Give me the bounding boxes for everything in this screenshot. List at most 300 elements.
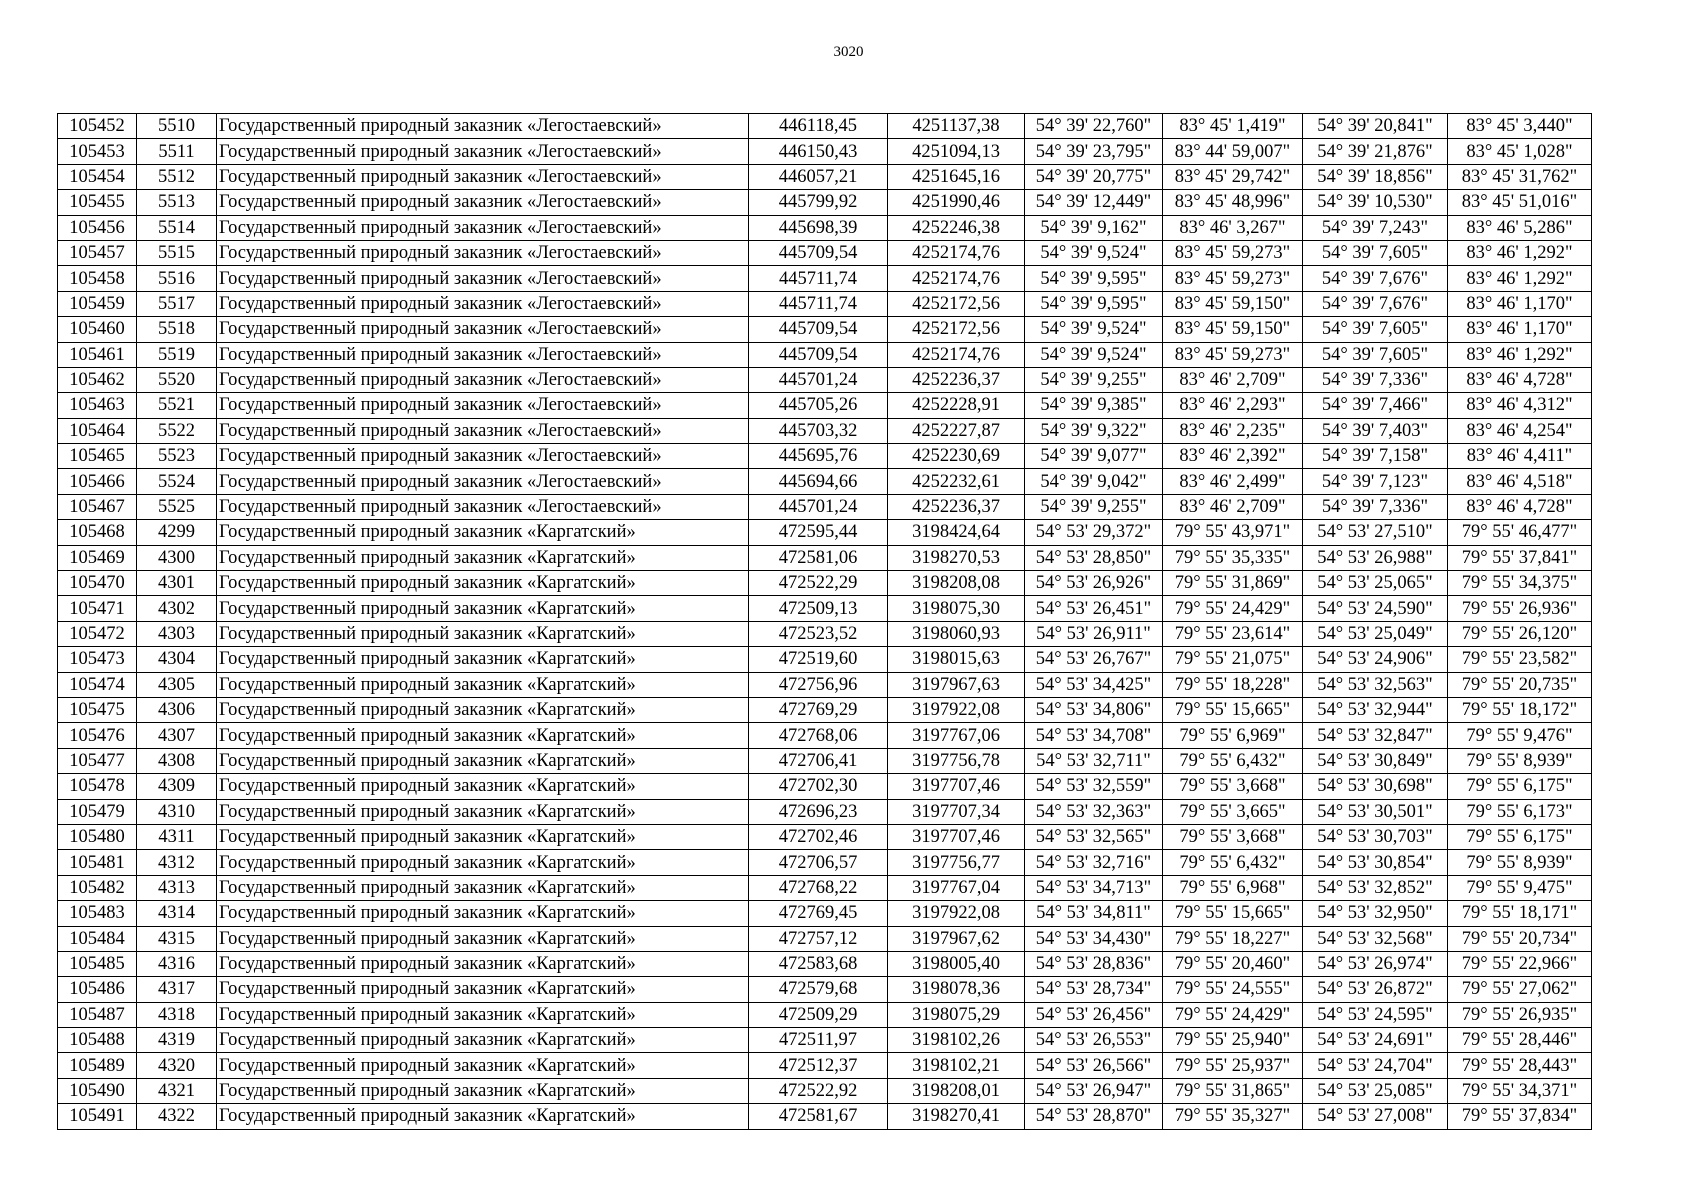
- x-coordinate-cell: 445701,24: [749, 367, 888, 392]
- longitude-2-cell: 79° 55' 20,734": [1448, 926, 1592, 951]
- reserve-name-cell: Государственный природный заказник «Каргатский»: [217, 621, 749, 646]
- reserve-name-cell: Государственный природный заказник «Каргатский»: [217, 596, 749, 621]
- longitude-1-cell: 83° 45' 1,419": [1163, 114, 1303, 139]
- point-number-cell: 5514: [137, 215, 217, 240]
- reserve-name-cell: Государственный природный заказник «Каргатский»: [217, 850, 749, 875]
- record-id-cell: 105478: [58, 774, 137, 799]
- latitude-2-cell: 54° 53' 25,085": [1303, 1078, 1448, 1103]
- latitude-1-cell: 54° 53' 32,711": [1025, 748, 1163, 773]
- point-number-cell: 5524: [137, 469, 217, 494]
- longitude-2-cell: 79° 55' 6,173": [1448, 799, 1592, 824]
- point-number-cell: 4306: [137, 697, 217, 722]
- record-id-cell: 105482: [58, 875, 137, 900]
- table-row: [58, 1053, 1592, 1078]
- record-id-cell: 105473: [58, 647, 137, 672]
- latitude-1-cell: 54° 39' 9,524": [1025, 240, 1163, 265]
- x-coordinate-cell: 445698,39: [749, 215, 888, 240]
- longitude-1-cell: 79° 55' 23,614": [1163, 621, 1303, 646]
- record-id-cell: 105469: [58, 545, 137, 570]
- longitude-2-cell: 79° 55' 26,936": [1448, 596, 1592, 621]
- latitude-2-cell: 54° 53' 24,691": [1303, 1028, 1448, 1053]
- latitude-2-cell: 54° 39' 7,336": [1303, 367, 1448, 392]
- x-coordinate-cell: 472706,57: [749, 850, 888, 875]
- x-coordinate-cell: 472511,97: [749, 1028, 888, 1053]
- record-id-cell: 105486: [58, 977, 137, 1002]
- latitude-2-cell: 54° 53' 26,872": [1303, 977, 1448, 1002]
- table-row: [58, 748, 1592, 773]
- latitude-1-cell: 54° 39' 9,042": [1025, 469, 1163, 494]
- y-coordinate-cell: 4252174,76: [888, 342, 1025, 367]
- latitude-2-cell: 54° 53' 32,847": [1303, 723, 1448, 748]
- table-row: [58, 850, 1592, 875]
- longitude-2-cell: 83° 46' 1,292": [1448, 266, 1592, 291]
- longitude-1-cell: 79° 55' 35,327": [1163, 1104, 1303, 1129]
- longitude-2-cell: 83° 46' 5,286": [1448, 215, 1592, 240]
- x-coordinate-cell: 445709,54: [749, 342, 888, 367]
- x-coordinate-cell: 445709,54: [749, 317, 888, 342]
- latitude-1-cell: 54° 39' 9,524": [1025, 342, 1163, 367]
- latitude-2-cell: 54° 53' 27,510": [1303, 520, 1448, 545]
- latitude-2-cell: 54° 39' 7,403": [1303, 418, 1448, 443]
- latitude-1-cell: 54° 39' 22,760": [1025, 114, 1163, 139]
- reserve-name-cell: Государственный природный заказник «Легостаевский»: [217, 266, 749, 291]
- record-id-cell: 105462: [58, 367, 137, 392]
- latitude-1-cell: 54° 53' 32,716": [1025, 850, 1163, 875]
- reserve-name-cell: Государственный природный заказник «Легостаевский»: [217, 240, 749, 265]
- point-number-cell: 4308: [137, 748, 217, 773]
- table-row: [58, 291, 1592, 316]
- longitude-2-cell: 79° 55' 26,935": [1448, 1002, 1592, 1027]
- latitude-1-cell: 54° 53' 26,451": [1025, 596, 1163, 621]
- record-id-cell: 105480: [58, 824, 137, 849]
- longitude-1-cell: 79° 55' 43,971": [1163, 520, 1303, 545]
- point-number-cell: 4319: [137, 1028, 217, 1053]
- record-id-cell: 105472: [58, 621, 137, 646]
- longitude-1-cell: 79° 55' 18,228": [1163, 672, 1303, 697]
- x-coordinate-cell: 472768,06: [749, 723, 888, 748]
- record-id-cell: 105465: [58, 444, 137, 469]
- point-number-cell: 5511: [137, 139, 217, 164]
- y-coordinate-cell: 3197767,06: [888, 723, 1025, 748]
- latitude-2-cell: 54° 53' 24,590": [1303, 596, 1448, 621]
- point-number-cell: 4304: [137, 647, 217, 672]
- longitude-2-cell: 79° 55' 28,443": [1448, 1053, 1592, 1078]
- latitude-1-cell: 54° 53' 28,850": [1025, 545, 1163, 570]
- point-number-cell: 5518: [137, 317, 217, 342]
- y-coordinate-cell: 3198015,63: [888, 647, 1025, 672]
- y-coordinate-cell: 3197707,46: [888, 824, 1025, 849]
- record-id-cell: 105479: [58, 799, 137, 824]
- longitude-2-cell: 79° 55' 34,375": [1448, 571, 1592, 596]
- longitude-2-cell: 79° 55' 27,062": [1448, 977, 1592, 1002]
- y-coordinate-cell: 3198208,01: [888, 1078, 1025, 1103]
- x-coordinate-cell: 472519,60: [749, 647, 888, 672]
- x-coordinate-cell: 472509,13: [749, 596, 888, 621]
- reserve-name-cell: Государственный природный заказник «Легостаевский»: [217, 393, 749, 418]
- table-row: [58, 977, 1592, 1002]
- table-row: [58, 444, 1592, 469]
- latitude-2-cell: 54° 53' 32,944": [1303, 697, 1448, 722]
- longitude-1-cell: 83° 45' 59,150": [1163, 317, 1303, 342]
- point-number-cell: 4314: [137, 901, 217, 926]
- latitude-1-cell: 54° 53' 26,553": [1025, 1028, 1163, 1053]
- latitude-2-cell: 54° 39' 7,336": [1303, 494, 1448, 519]
- latitude-2-cell: 54° 39' 7,123": [1303, 469, 1448, 494]
- longitude-2-cell: 83° 46' 4,312": [1448, 393, 1592, 418]
- latitude-2-cell: 54° 39' 7,158": [1303, 444, 1448, 469]
- latitude-2-cell: 54° 53' 32,852": [1303, 875, 1448, 900]
- table-row: [58, 520, 1592, 545]
- longitude-1-cell: 83° 45' 48,996": [1163, 190, 1303, 215]
- reserve-name-cell: Государственный природный заказник «Каргатский»: [217, 1028, 749, 1053]
- longitude-2-cell: 79° 55' 26,120": [1448, 621, 1592, 646]
- record-id-cell: 105481: [58, 850, 137, 875]
- record-id-cell: 105468: [58, 520, 137, 545]
- latitude-1-cell: 54° 39' 9,385": [1025, 393, 1163, 418]
- x-coordinate-cell: 445695,76: [749, 444, 888, 469]
- latitude-2-cell: 54° 53' 30,698": [1303, 774, 1448, 799]
- page-number: 3020: [833, 44, 864, 60]
- record-id-cell: 105464: [58, 418, 137, 443]
- longitude-2-cell: 83° 46' 1,170": [1448, 291, 1592, 316]
- record-id-cell: 105461: [58, 342, 137, 367]
- y-coordinate-cell: 3198060,93: [888, 621, 1025, 646]
- y-coordinate-cell: 4252172,56: [888, 317, 1025, 342]
- point-number-cell: 5516: [137, 266, 217, 291]
- x-coordinate-cell: 445711,74: [749, 266, 888, 291]
- reserve-name-cell: Государственный природный заказник «Легостаевский»: [217, 444, 749, 469]
- table-row: [58, 545, 1592, 570]
- record-id-cell: 105457: [58, 240, 137, 265]
- point-number-cell: 4302: [137, 596, 217, 621]
- table-row: [58, 139, 1592, 164]
- latitude-2-cell: 54° 53' 27,008": [1303, 1104, 1448, 1129]
- x-coordinate-cell: 472702,46: [749, 824, 888, 849]
- latitude-2-cell: 54° 53' 24,704": [1303, 1053, 1448, 1078]
- latitude-1-cell: 54° 53' 34,811": [1025, 901, 1163, 926]
- longitude-1-cell: 79° 55' 25,937": [1163, 1053, 1303, 1078]
- y-coordinate-cell: 4252172,56: [888, 291, 1025, 316]
- table-row: [58, 672, 1592, 697]
- longitude-2-cell: 79° 55' 6,175": [1448, 774, 1592, 799]
- y-coordinate-cell: 3197707,46: [888, 774, 1025, 799]
- latitude-2-cell: 54° 53' 24,906": [1303, 647, 1448, 672]
- x-coordinate-cell: 472509,29: [749, 1002, 888, 1027]
- longitude-2-cell: 79° 55' 46,477": [1448, 520, 1592, 545]
- point-number-cell: 5523: [137, 444, 217, 469]
- latitude-1-cell: 54° 39' 9,322": [1025, 418, 1163, 443]
- longitude-1-cell: 79° 55' 35,335": [1163, 545, 1303, 570]
- longitude-2-cell: 79° 55' 18,172": [1448, 697, 1592, 722]
- point-number-cell: 4315: [137, 926, 217, 951]
- table-row: [58, 215, 1592, 240]
- latitude-2-cell: 54° 39' 7,676": [1303, 291, 1448, 316]
- longitude-2-cell: 79° 55' 20,735": [1448, 672, 1592, 697]
- y-coordinate-cell: 3197922,08: [888, 697, 1025, 722]
- latitude-1-cell: 54° 53' 28,734": [1025, 977, 1163, 1002]
- longitude-2-cell: 83° 46' 4,254": [1448, 418, 1592, 443]
- latitude-1-cell: 54° 53' 32,559": [1025, 774, 1163, 799]
- table-row: [58, 774, 1592, 799]
- table-row: [58, 926, 1592, 951]
- reserve-name-cell: Государственный природный заказник «Каргатский»: [217, 723, 749, 748]
- x-coordinate-cell: 472595,44: [749, 520, 888, 545]
- reserve-name-cell: Государственный природный заказник «Каргатский»: [217, 1053, 749, 1078]
- longitude-1-cell: 83° 45' 59,150": [1163, 291, 1303, 316]
- reserve-name-cell: Государственный природный заказник «Каргатский»: [217, 824, 749, 849]
- record-id-cell: 105477: [58, 748, 137, 773]
- latitude-2-cell: 54° 39' 20,841": [1303, 114, 1448, 139]
- longitude-2-cell: 79° 55' 22,966": [1448, 951, 1592, 976]
- x-coordinate-cell: 445694,66: [749, 469, 888, 494]
- point-number-cell: 5520: [137, 367, 217, 392]
- y-coordinate-cell: 3197967,62: [888, 926, 1025, 951]
- record-id-cell: 105476: [58, 723, 137, 748]
- record-id-cell: 105456: [58, 215, 137, 240]
- table-row: [58, 1104, 1592, 1129]
- y-coordinate-cell: 3198424,64: [888, 520, 1025, 545]
- longitude-2-cell: 83° 46' 4,728": [1448, 367, 1592, 392]
- point-number-cell: 4310: [137, 799, 217, 824]
- point-number-cell: 4317: [137, 977, 217, 1002]
- y-coordinate-cell: 3198208,08: [888, 571, 1025, 596]
- point-number-cell: 4305: [137, 672, 217, 697]
- point-number-cell: 4303: [137, 621, 217, 646]
- latitude-1-cell: 54° 53' 26,767": [1025, 647, 1163, 672]
- latitude-1-cell: 54° 39' 9,255": [1025, 494, 1163, 519]
- longitude-2-cell: 83° 45' 1,028": [1448, 139, 1592, 164]
- latitude-2-cell: 54° 53' 32,563": [1303, 672, 1448, 697]
- latitude-2-cell: 54° 39' 7,243": [1303, 215, 1448, 240]
- y-coordinate-cell: 3197967,63: [888, 672, 1025, 697]
- y-coordinate-cell: 3198102,21: [888, 1053, 1025, 1078]
- longitude-2-cell: 79° 55' 18,171": [1448, 901, 1592, 926]
- y-coordinate-cell: 4252236,37: [888, 367, 1025, 392]
- x-coordinate-cell: 446057,21: [749, 164, 888, 189]
- record-id-cell: 105454: [58, 164, 137, 189]
- record-id-cell: 105489: [58, 1053, 137, 1078]
- y-coordinate-cell: 3197756,78: [888, 748, 1025, 773]
- latitude-1-cell: 54° 53' 34,425": [1025, 672, 1163, 697]
- longitude-2-cell: 83° 46' 4,518": [1448, 469, 1592, 494]
- reserve-name-cell: Государственный природный заказник «Легостаевский»: [217, 494, 749, 519]
- y-coordinate-cell: 4251990,46: [888, 190, 1025, 215]
- record-id-cell: 105490: [58, 1078, 137, 1103]
- table-row: [58, 647, 1592, 672]
- y-coordinate-cell: 3198005,40: [888, 951, 1025, 976]
- reserve-name-cell: Государственный природный заказник «Легостаевский»: [217, 114, 749, 139]
- longitude-2-cell: 83° 46' 1,292": [1448, 240, 1592, 265]
- reserve-name-cell: Государственный природный заказник «Каргатский»: [217, 672, 749, 697]
- reserve-name-cell: Государственный природный заказник «Каргатский»: [217, 748, 749, 773]
- reserve-name-cell: Государственный природный заказник «Легостаевский»: [217, 291, 749, 316]
- x-coordinate-cell: 472696,23: [749, 799, 888, 824]
- record-id-cell: 105484: [58, 926, 137, 951]
- latitude-1-cell: 54° 39' 9,077": [1025, 444, 1163, 469]
- point-number-cell: 4307: [137, 723, 217, 748]
- longitude-1-cell: 83° 46' 2,709": [1163, 367, 1303, 392]
- longitude-1-cell: 79° 55' 31,869": [1163, 571, 1303, 596]
- x-coordinate-cell: 445705,26: [749, 393, 888, 418]
- latitude-2-cell: 54° 39' 7,466": [1303, 393, 1448, 418]
- longitude-1-cell: 83° 46' 2,293": [1163, 393, 1303, 418]
- longitude-2-cell: 79° 55' 8,939": [1448, 748, 1592, 773]
- point-number-cell: 4320: [137, 1053, 217, 1078]
- y-coordinate-cell: 4251137,38: [888, 114, 1025, 139]
- latitude-2-cell: 54° 53' 30,501": [1303, 799, 1448, 824]
- reserve-name-cell: Государственный природный заказник «Каргатский»: [217, 799, 749, 824]
- table-row: [58, 596, 1592, 621]
- coordinates-table: [57, 113, 1592, 1130]
- reserve-name-cell: Государственный природный заказник «Легостаевский»: [217, 190, 749, 215]
- table-row: [58, 1002, 1592, 1027]
- latitude-2-cell: 54° 39' 7,605": [1303, 240, 1448, 265]
- longitude-1-cell: 79° 55' 3,668": [1163, 774, 1303, 799]
- table-row: [58, 240, 1592, 265]
- longitude-2-cell: 83° 46' 4,728": [1448, 494, 1592, 519]
- record-id-cell: 105474: [58, 672, 137, 697]
- y-coordinate-cell: 3198075,30: [888, 596, 1025, 621]
- latitude-1-cell: 54° 39' 9,595": [1025, 266, 1163, 291]
- table-row: [58, 317, 1592, 342]
- latitude-1-cell: 54° 39' 23,795": [1025, 139, 1163, 164]
- latitude-1-cell: 54° 53' 28,870": [1025, 1104, 1163, 1129]
- longitude-2-cell: 79° 55' 23,582": [1448, 647, 1592, 672]
- reserve-name-cell: Государственный природный заказник «Каргатский»: [217, 977, 749, 1002]
- latitude-1-cell: 54° 53' 34,430": [1025, 926, 1163, 951]
- table-body: [58, 114, 1592, 1130]
- record-id-cell: 105470: [58, 571, 137, 596]
- latitude-2-cell: 54° 39' 21,876": [1303, 139, 1448, 164]
- longitude-1-cell: 79° 55' 3,665": [1163, 799, 1303, 824]
- reserve-name-cell: Государственный природный заказник «Легостаевский»: [217, 139, 749, 164]
- latitude-1-cell: 54° 53' 26,947": [1025, 1078, 1163, 1103]
- point-number-cell: 4313: [137, 875, 217, 900]
- point-number-cell: 5519: [137, 342, 217, 367]
- longitude-2-cell: 83° 45' 51,016": [1448, 190, 1592, 215]
- latitude-1-cell: 54° 39' 12,449": [1025, 190, 1163, 215]
- record-id-cell: 105455: [58, 190, 137, 215]
- reserve-name-cell: Государственный природный заказник «Легостаевский»: [217, 418, 749, 443]
- y-coordinate-cell: 4252232,61: [888, 469, 1025, 494]
- y-coordinate-cell: 4252228,91: [888, 393, 1025, 418]
- reserve-name-cell: Государственный природный заказник «Легостаевский»: [217, 342, 749, 367]
- longitude-2-cell: 83° 46' 4,411": [1448, 444, 1592, 469]
- reserve-name-cell: Государственный природный заказник «Каргатский»: [217, 697, 749, 722]
- reserve-name-cell: Государственный природный заказник «Каргатский»: [217, 1104, 749, 1129]
- longitude-1-cell: 83° 46' 3,267": [1163, 215, 1303, 240]
- x-coordinate-cell: 472757,12: [749, 926, 888, 951]
- longitude-2-cell: 79° 55' 37,834": [1448, 1104, 1592, 1129]
- longitude-1-cell: 79° 55' 6,969": [1163, 723, 1303, 748]
- reserve-name-cell: Государственный природный заказник «Каргатский»: [217, 571, 749, 596]
- reserve-name-cell: Государственный природный заказник «Легостаевский»: [217, 367, 749, 392]
- latitude-1-cell: 54° 39' 20,775": [1025, 164, 1163, 189]
- reserve-name-cell: Государственный природный заказник «Каргатский»: [217, 545, 749, 570]
- x-coordinate-cell: 472756,96: [749, 672, 888, 697]
- y-coordinate-cell: 4252236,37: [888, 494, 1025, 519]
- latitude-1-cell: 54° 53' 32,565": [1025, 824, 1163, 849]
- y-coordinate-cell: 3198102,26: [888, 1028, 1025, 1053]
- latitude-2-cell: 54° 53' 25,049": [1303, 621, 1448, 646]
- x-coordinate-cell: 445703,32: [749, 418, 888, 443]
- latitude-2-cell: 54° 39' 7,605": [1303, 342, 1448, 367]
- latitude-1-cell: 54° 39' 9,524": [1025, 317, 1163, 342]
- longitude-2-cell: 79° 55' 6,175": [1448, 824, 1592, 849]
- record-id-cell: 105488: [58, 1028, 137, 1053]
- table-row: [58, 824, 1592, 849]
- point-number-cell: 4300: [137, 545, 217, 570]
- point-number-cell: 5513: [137, 190, 217, 215]
- table-row: [58, 342, 1592, 367]
- latitude-2-cell: 54° 39' 18,856": [1303, 164, 1448, 189]
- latitude-1-cell: 54° 39' 9,162": [1025, 215, 1163, 240]
- record-id-cell: 105485: [58, 951, 137, 976]
- latitude-2-cell: 54° 53' 32,950": [1303, 901, 1448, 926]
- point-number-cell: 4309: [137, 774, 217, 799]
- y-coordinate-cell: 4252174,76: [888, 240, 1025, 265]
- longitude-1-cell: 83° 45' 59,273": [1163, 240, 1303, 265]
- x-coordinate-cell: 472583,68: [749, 951, 888, 976]
- x-coordinate-cell: 445711,74: [749, 291, 888, 316]
- point-number-cell: 5512: [137, 164, 217, 189]
- x-coordinate-cell: 472768,22: [749, 875, 888, 900]
- latitude-2-cell: 54° 39' 10,530": [1303, 190, 1448, 215]
- y-coordinate-cell: 3198078,36: [888, 977, 1025, 1002]
- x-coordinate-cell: 472522,92: [749, 1078, 888, 1103]
- reserve-name-cell: Государственный природный заказник «Каргатский»: [217, 647, 749, 672]
- longitude-1-cell: 79° 55' 6,432": [1163, 748, 1303, 773]
- point-number-cell: 4322: [137, 1104, 217, 1129]
- latitude-1-cell: 54° 53' 29,372": [1025, 520, 1163, 545]
- reserve-name-cell: Государственный природный заказник «Каргатский»: [217, 875, 749, 900]
- reserve-name-cell: Государственный природный заказник «Легостаевский»: [217, 317, 749, 342]
- longitude-1-cell: 79° 55' 3,668": [1163, 824, 1303, 849]
- y-coordinate-cell: 4252230,69: [888, 444, 1025, 469]
- latitude-1-cell: 54° 53' 26,456": [1025, 1002, 1163, 1027]
- longitude-1-cell: 83° 45' 29,742": [1163, 164, 1303, 189]
- reserve-name-cell: Государственный природный заказник «Каргатский»: [217, 774, 749, 799]
- x-coordinate-cell: 472769,45: [749, 901, 888, 926]
- y-coordinate-cell: 3198270,41: [888, 1104, 1025, 1129]
- reserve-name-cell: Государственный природный заказник «Каргатский»: [217, 520, 749, 545]
- x-coordinate-cell: 472512,37: [749, 1053, 888, 1078]
- record-id-cell: 105458: [58, 266, 137, 291]
- latitude-1-cell: 54° 53' 26,911": [1025, 621, 1163, 646]
- latitude-2-cell: 54° 53' 24,595": [1303, 1002, 1448, 1027]
- y-coordinate-cell: 3197767,04: [888, 875, 1025, 900]
- y-coordinate-cell: 3197922,08: [888, 901, 1025, 926]
- record-id-cell: 105453: [58, 139, 137, 164]
- x-coordinate-cell: 472581,06: [749, 545, 888, 570]
- table-row: [58, 1078, 1592, 1103]
- record-id-cell: 105463: [58, 393, 137, 418]
- longitude-2-cell: 83° 46' 1,292": [1448, 342, 1592, 367]
- point-number-cell: 5525: [137, 494, 217, 519]
- longitude-2-cell: 79° 55' 9,475": [1448, 875, 1592, 900]
- table-row: [58, 951, 1592, 976]
- reserve-name-cell: Государственный природный заказник «Каргатский»: [217, 1002, 749, 1027]
- reserve-name-cell: Государственный природный заказник «Каргатский»: [217, 951, 749, 976]
- y-coordinate-cell: 4252246,38: [888, 215, 1025, 240]
- record-id-cell: 105459: [58, 291, 137, 316]
- x-coordinate-cell: 472579,68: [749, 977, 888, 1002]
- table-row: [58, 266, 1592, 291]
- latitude-1-cell: 54° 39' 9,595": [1025, 291, 1163, 316]
- longitude-1-cell: 79° 55' 31,865": [1163, 1078, 1303, 1103]
- latitude-2-cell: 54° 53' 25,065": [1303, 571, 1448, 596]
- longitude-2-cell: 83° 45' 3,440": [1448, 114, 1592, 139]
